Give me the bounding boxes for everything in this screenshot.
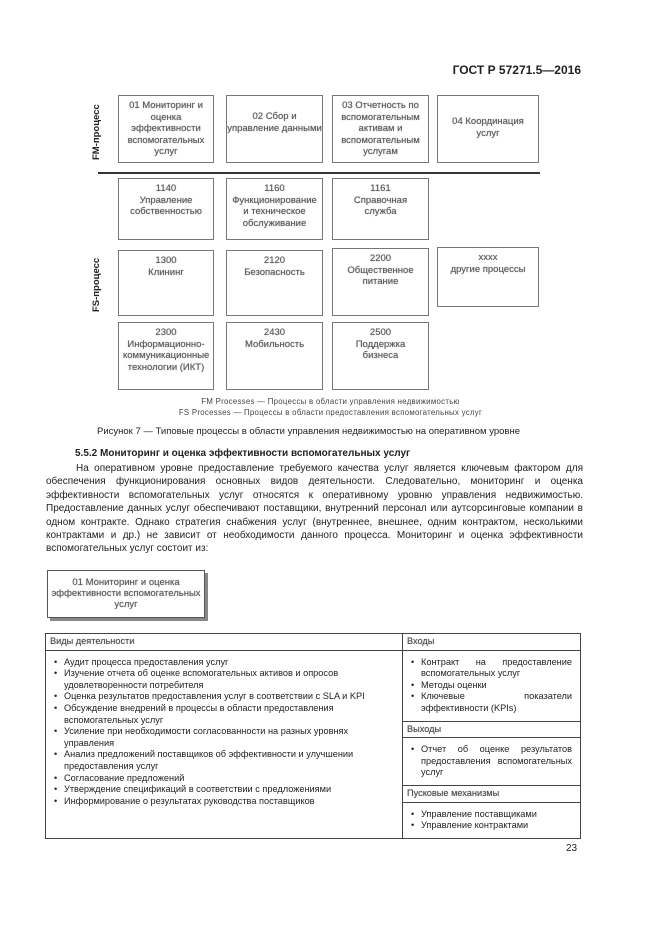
triggers-item: • Управление контрактами — [421, 820, 572, 832]
activities-item: • Оценка результатов предоставления услуг в соответствии с SLA и KPI — [64, 691, 394, 703]
fs-box — [332, 322, 429, 390]
activities-item: • Изучение отчета об оценке вспомогательных активов и опросов удовлетворенности потребителя — [64, 668, 394, 691]
section-heading: 5.5.2 Мониторинг и оценка эффективности вспомогательных услуг — [75, 448, 411, 459]
triggers-header: Пусковые механизмы — [403, 785, 581, 802]
fs-box-name: Безопасность — [244, 266, 305, 278]
fs-box-code: 2500 — [369, 327, 392, 338]
activities-item: • Утверждение спецификаций в соответствии с предложениями — [64, 784, 394, 796]
legend-fm: FM Processes — Процессы в области управления недвижимостью — [201, 397, 460, 406]
activities-item: • Информирование о результатах руководства поставщиков — [64, 796, 394, 808]
fm-process-label: FM-процесс — [91, 104, 102, 160]
fs-box — [437, 247, 539, 307]
activities-item: • Согласование предложений — [64, 773, 394, 785]
figure-caption: Рисунок 7 — Типовые процессы в области управления недвижимостью на оперативном уровне — [97, 426, 520, 437]
section-paragraph: На оперативном уровне предоставление требуемого качества услуг является ключевым фактором для обеспечения функционирования основных видов деятельности. Следовательно, мониторинг и оценка эффективности вспомогательных услуг относятся к оперативному уровню управления недвижимостью. Предоставление данных услуг обеспечивают поставщики, внутренний персонал или аутсорсинговые компании в одном контракте. Однако стратегия снабжения услуг (внутреннее, внешнее, одним контрактом, несколькими контрактами и др.) не зависит от необходимости данного процесса. Мониторинг и оценка эффективности вспомогательных услуг состоит из: — [46, 463, 583, 555]
triggers-item: • Управление поставщиками — [421, 809, 572, 821]
activities-list — [46, 651, 402, 814]
fm-box-02: 02 Сбор и управление данными — [226, 95, 323, 163]
triggers-list — [403, 803, 580, 838]
fs-box-name: Управление собственностью — [130, 194, 202, 217]
outputs-item: • Отчет об оценке результатов предоставления вспомогательных услуг — [421, 744, 572, 779]
fs-box — [118, 322, 214, 390]
fs-box-name: Поддержка бизнеса — [355, 338, 406, 361]
fs-box-code: 2120 — [263, 255, 286, 266]
fs-box-name: другие процессы — [450, 263, 526, 275]
fs-box — [332, 248, 429, 316]
fs-process-label: FS-процесс — [91, 257, 102, 312]
inputs-item: • Контракт на предоставление вспомогательных услуг — [421, 657, 572, 680]
activities-item: • Анализ предложений поставщиков об эффективности и улучшении предоставления услуг — [64, 749, 394, 772]
fs-box-code: 1300 — [155, 255, 177, 266]
activities-item: • Обсуждение внедрений в процессы в области предоставления вспомогательных услуг — [64, 703, 394, 726]
fs-box-code: 2200 — [369, 253, 392, 264]
fm-box-04: 04 Координация услуг — [437, 95, 539, 163]
process-table — [45, 633, 581, 839]
inputs-item: • Ключевые показатели эффективности (KPIs) — [421, 691, 572, 714]
page-number: 23 — [566, 843, 578, 854]
inputs-list — [403, 651, 580, 721]
outputs-list — [403, 738, 580, 785]
inputs-header: Входы — [403, 634, 581, 651]
fs-box — [118, 178, 214, 240]
fs-box-code: 1160 — [264, 183, 285, 194]
fs-box-name: Общественное питание — [347, 264, 414, 287]
fs-box-code: 2430 — [263, 327, 286, 338]
fs-box — [332, 178, 429, 240]
fs-box-code: 2300 — [155, 327, 177, 338]
fs-box-code: 1161 — [370, 183, 391, 194]
outputs-header: Выходы — [403, 721, 581, 738]
fs-box — [226, 178, 323, 240]
fs-box-name: Справочная служба — [353, 194, 408, 217]
fs-box-name: Информационно-коммуникационные технологии (ИКТ) — [123, 338, 210, 373]
fs-box-code: xxxx — [478, 252, 498, 263]
activities-item: • Аудит процесса предоставления услуг — [64, 657, 394, 669]
divider — [98, 172, 540, 174]
fs-box-name: Мобильность — [244, 338, 305, 350]
standard-number: ГОСТ Р 57271.5—2016 — [452, 63, 581, 77]
fs-box — [118, 250, 214, 316]
fm-box-01: 01 Мониторинг и оценка эффективности вспомогательных услуг — [118, 95, 214, 163]
fs-box — [226, 250, 323, 316]
activities-header: Виды деятельности — [46, 634, 403, 651]
fs-box-code: 1140 — [155, 183, 177, 194]
fs-box — [226, 322, 323, 390]
legend-fs: FS Processes — Процессы в области предоставления вспомогательных услуг — [178, 408, 483, 417]
activities-item: • Усиление при необходимости согласованности на разных уровнях управления — [64, 726, 394, 749]
fm-box-03: 03 Отчетность по вспомогательным активам и вспомогательным услугам — [332, 95, 429, 163]
process-box: 01 Мониторинг и оценка эффективности вспомогательных услуг — [47, 570, 205, 618]
fs-box-name: Функционирование и техническое обслуживание — [232, 194, 317, 229]
inputs-item: • Методы оценки — [421, 680, 572, 692]
fs-box-name: Клининг — [148, 266, 184, 278]
